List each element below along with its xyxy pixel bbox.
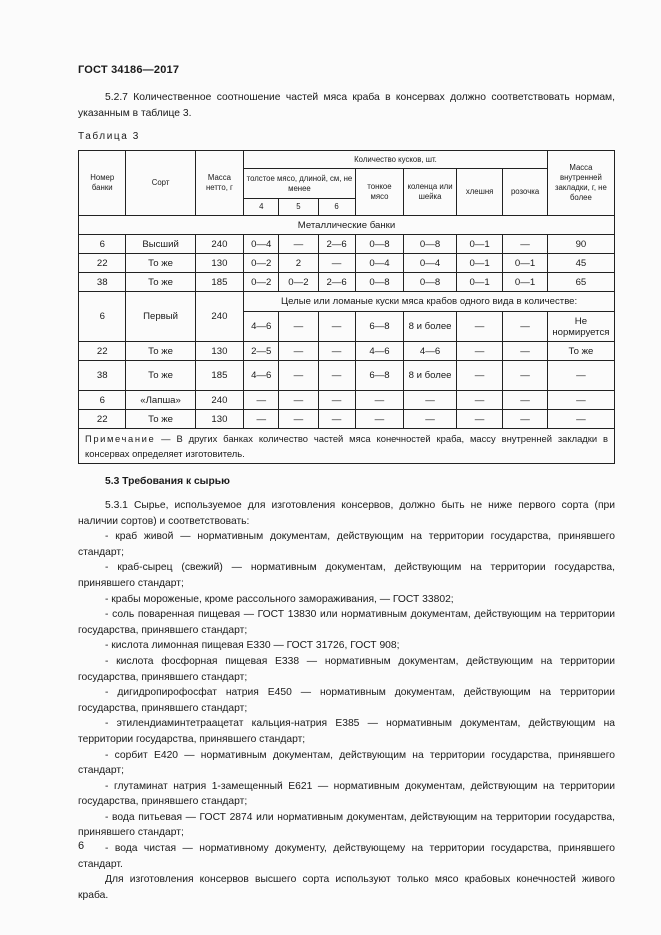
- table-row: [79, 273, 615, 292]
- list-item: - соль поваренная пищевая — ГОСТ 13830 или нормативным документам, действующим на территории государства, принявшего стандарт;: [78, 609, 615, 636]
- th-thin-meat: тонкое мясо: [355, 169, 404, 216]
- th-thick-5: 5: [279, 199, 318, 216]
- cell-grade: «Лапша»: [126, 391, 195, 410]
- cell-rozochka: —: [503, 342, 547, 361]
- page-number: 6: [78, 840, 85, 852]
- cell-thin: 0—8: [355, 273, 404, 292]
- list-item: - крабы мороженые, кроме рассольного замораживания, — ГОСТ 33802;: [105, 593, 454, 605]
- cell-thin: —: [355, 410, 404, 429]
- cell-claws: —: [456, 342, 502, 361]
- cell-jar: 6: [79, 292, 126, 342]
- cell-t4: 2—5: [244, 342, 279, 361]
- th-claws: хлешня: [456, 169, 502, 216]
- cell-innards: 90: [547, 235, 614, 254]
- list-item: - кислота лимонная пищевая Е330 — ГОСТ 31726, ГОСТ 908;: [105, 640, 400, 652]
- cell-t4: —: [244, 410, 279, 429]
- cell-t5: —: [279, 410, 318, 429]
- cell-mass: 240: [195, 292, 244, 342]
- list-item: - краб-сырец (свежий) — нормативным документам, действующим на территории государства, принявшего стандарт;: [78, 562, 615, 589]
- th-net-mass: Масса нетто, г: [195, 151, 244, 216]
- cell-thin: 6—8: [355, 312, 404, 342]
- th-innards-mass: Масса внутренней закладки, г, не более: [547, 151, 614, 216]
- list-item: - кислота фосфорная пищевая Е338 — нормативным документам, действующим на территории государства, принявшего стандарт;: [78, 655, 615, 683]
- cell-t6: —: [318, 410, 355, 429]
- cell-rozochka: —: [503, 361, 547, 391]
- cell-t4: 4—6: [244, 361, 279, 391]
- intro-paragraph: 5.2.7 Количественное соотношение частей мяса краба в консервах должно соответствовать нормам, указанным в таблице 3.: [78, 92, 615, 119]
- cell-knees: —: [404, 410, 457, 429]
- cell-rozochka: —: [503, 391, 547, 410]
- cell-t5: —: [279, 342, 318, 361]
- cell-grade: То же: [126, 361, 195, 391]
- cell-t6: —: [318, 254, 355, 273]
- cell-mass: 185: [195, 273, 244, 292]
- cell-innards: —: [547, 361, 614, 391]
- cell-claws: 0—1: [456, 235, 502, 254]
- cell-t4: 0—2: [244, 254, 279, 273]
- cell-claws: —: [456, 391, 502, 410]
- list-item: - сорбит Е420 — нормативным документам, действующим на территории государства, принявшего стандарт;: [78, 749, 615, 777]
- cell-mass: 130: [195, 342, 244, 361]
- cell-innards: —: [547, 410, 614, 429]
- cell-mass: 240: [195, 235, 244, 254]
- cell-innards: 65: [547, 273, 614, 292]
- section-whole-pieces: Целые или ломаные куски мяса крабов одного вида в количестве:: [244, 292, 615, 312]
- th-thick-meat: толстое мясо, длиной, см, не менее: [244, 169, 356, 199]
- cell-grade: То же: [126, 273, 195, 292]
- th-thick-6: 6: [318, 199, 355, 216]
- table-row: [79, 410, 615, 429]
- cell-knees: —: [404, 391, 457, 410]
- note-text: — В других банках количество частей мяса конечностей краба, массу внутренней закладки в консервах определяет изготовитель.: [85, 433, 608, 459]
- list-item: - глутаминат натрия 1-замещенный Е621 — нормативным документам, действующим на территории государства, принявшего стандарт;: [78, 780, 615, 808]
- body-text: [78, 498, 615, 903]
- cell-rozochka: 0—1: [503, 254, 547, 273]
- cell-t5: —: [279, 361, 318, 391]
- cell-t4: 0—4: [244, 235, 279, 254]
- list-item: - дигидропирофосфат натрия Е450 — нормативным документам, действующим на территории государства, принявшего стандарт;: [78, 687, 615, 714]
- cell-thin: —: [355, 391, 404, 410]
- table-row: [79, 361, 615, 391]
- cell-claws: —: [456, 312, 502, 342]
- list-item: - краб живой — нормативным документам, действующим на территории государства, принявшего стандарт;: [78, 531, 615, 558]
- cell-jar: 22: [79, 410, 126, 429]
- section-title: 5.3 Требования к сырью: [105, 476, 230, 487]
- crab-meat-table: [78, 150, 615, 464]
- cell-innards: —: [547, 391, 614, 410]
- th-rozochka: розочка: [503, 169, 547, 216]
- table-row: [79, 235, 615, 254]
- cell-rozochka: 0—1: [503, 273, 547, 292]
- cell-mass: 130: [195, 410, 244, 429]
- table-caption: Таблица 3: [78, 131, 140, 142]
- cell-jar: 6: [79, 235, 126, 254]
- cell-grade: Высший: [126, 235, 195, 254]
- cell-rozochka: —: [503, 312, 547, 342]
- cell-claws: 0—1: [456, 254, 502, 273]
- cell-t6: 2—6: [318, 235, 355, 254]
- list-item: - вода чистая — нормативному документу, действующему на территории государства, принявшего стандарт.: [78, 843, 615, 870]
- cell-mass: 130: [195, 254, 244, 273]
- cell-grade: То же: [126, 342, 195, 361]
- cell-innards: Не нормируется: [547, 312, 614, 342]
- cell-claws: 0—1: [456, 273, 502, 292]
- cell-knees: 0—4: [404, 254, 457, 273]
- cell-claws: —: [456, 361, 502, 391]
- standard-header: ГОСТ 34186—2017: [78, 64, 180, 76]
- cell-rozochka: —: [503, 410, 547, 429]
- cell-t6: 2—6: [318, 273, 355, 292]
- th-jar-number: Номер банки: [79, 151, 126, 216]
- cell-grade: То же: [126, 410, 195, 429]
- cell-t6: —: [318, 361, 355, 391]
- cell-jar: 6: [79, 391, 126, 410]
- cell-thin: 6—8: [355, 361, 404, 391]
- table-row: [79, 254, 615, 273]
- cell-knees: 8 и более: [404, 361, 457, 391]
- th-grade: Сорт: [126, 151, 195, 216]
- cell-grade: То же: [126, 254, 195, 273]
- cell-innards: 45: [547, 254, 614, 273]
- th-knees: коленца или шейка: [404, 169, 457, 216]
- th-thick-4: 4: [244, 199, 279, 216]
- cell-t5: —: [279, 391, 318, 410]
- cell-knees: 4—6: [404, 342, 457, 361]
- cell-jar: 22: [79, 254, 126, 273]
- cell-thin: 4—6: [355, 342, 404, 361]
- th-piece-count: Количество кусков, шт.: [244, 151, 548, 169]
- section-metal-jars: Металлические банки: [79, 216, 615, 235]
- cell-knees: 0—8: [404, 235, 457, 254]
- cell-t5: —: [279, 235, 318, 254]
- cell-claws: —: [456, 410, 502, 429]
- closing-paragraph: Для изготовления консервов высшего сорта используют только мясо крабовых конечностей живого краба.: [78, 874, 615, 901]
- cell-jar: 38: [79, 361, 126, 391]
- note-label: Примечание: [85, 433, 156, 444]
- cell-t5: 2: [279, 254, 318, 273]
- cell-thin: 0—8: [355, 235, 404, 254]
- cell-rozochka: —: [503, 235, 547, 254]
- cell-thin: 0—4: [355, 254, 404, 273]
- paragraph-531: 5.3.1 Сырье, используемое для изготовления консервов, должно быть не ниже первого сорта (при наличии сортов) и соответствовать:: [78, 500, 615, 527]
- cell-knees: 0—8: [404, 273, 457, 292]
- cell-t6: —: [318, 312, 355, 342]
- cell-t5: 0—2: [279, 273, 318, 292]
- cell-jar: 22: [79, 342, 126, 361]
- cell-knees: 8 и более: [404, 312, 457, 342]
- cell-t5: —: [279, 312, 318, 342]
- table-row: [79, 391, 615, 410]
- cell-t4: 0—2: [244, 273, 279, 292]
- cell-mass: 240: [195, 391, 244, 410]
- cell-jar: 38: [79, 273, 126, 292]
- list-item: - вода питьевая — ГОСТ 2874 или нормативным документам, действующим на территории государства, принявшего стандарт;: [78, 811, 615, 839]
- cell-grade: Первый: [126, 292, 195, 342]
- cell-innards: То же: [547, 342, 614, 361]
- cell-t6: —: [318, 391, 355, 410]
- table-note: [79, 429, 615, 464]
- table-row: [79, 342, 615, 361]
- list-item: - этилендиаминтетраацетат кальция-натрия Е385 — нормативным документам, действующим на территории государства, принявшего стандарт;: [78, 718, 615, 745]
- cell-t6: —: [318, 342, 355, 361]
- cell-t4: 4—6: [244, 312, 279, 342]
- cell-t4: —: [244, 391, 279, 410]
- cell-mass: 185: [195, 361, 244, 391]
